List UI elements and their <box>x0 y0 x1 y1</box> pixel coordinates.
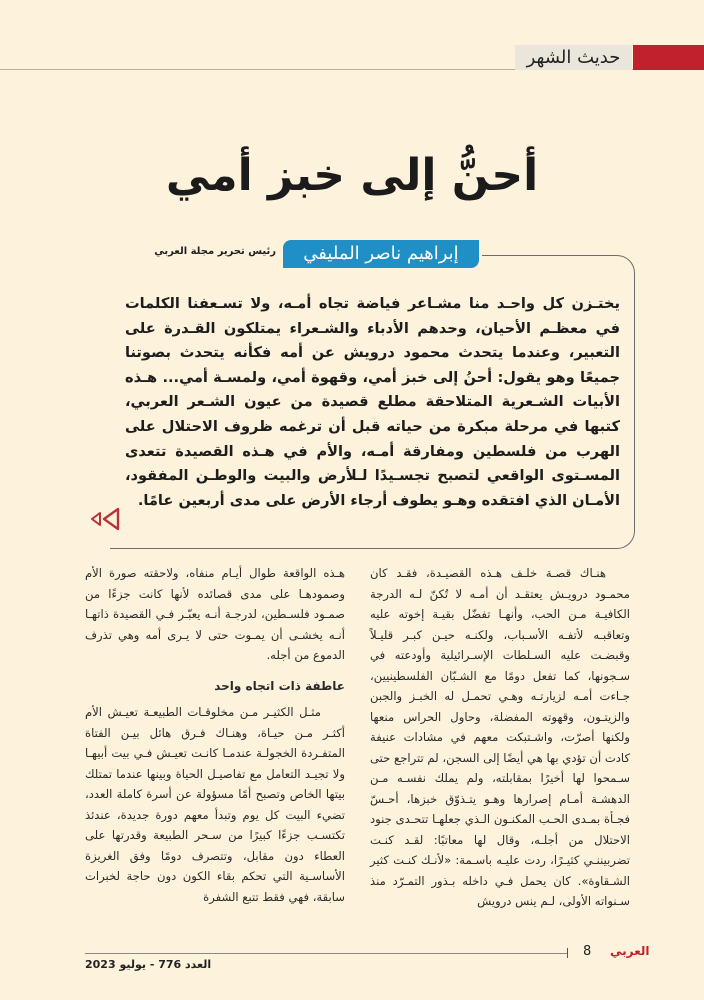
subheading: عاطفة ذات اتجاه واحد <box>214 678 345 693</box>
article-title: أحنُّ إلى خبز أمي <box>165 150 539 201</box>
author-name: إبراهيم ناصر المليفي <box>283 240 479 268</box>
lead-paragraph: يختـزن كل واحـد منا مشـاعر فياضة تجاه أمـه، ولا تسـعفنا الكلمات في معظـم الأحيان، وحدهم الأدباء والشـعراء يمتلكون القـدرة على التعبير، وعندما يتحدث محمود درويش عن أمه فكأنه يتحدث بصوتنا جميعًا وهو يقول: أحنُ إلى خبز أمي، وقهوة أمي، ولمسـة أمي... هـذه الأبيات الشـعرية المتلاحقة مطلع قصيدة من عيون الشـعر العربي، كتبها في مرحلة مبكرة من حياته قبل أن ترغمه ظروف الاحتلال على الهرب من فلسطين ومفارقة أمـه، والأم في هـذه القصيدة تتعدى المسـتوى الواقعي لتصبح تجسـيدًا لـلأرض والبيت والوطـن المفقود، الأمـان الذي افتقده وهـو يطوف أرجاء الأرض على مدى أربعين عامًا. <box>125 295 620 509</box>
double-arrow-left-icon <box>88 506 124 536</box>
footer-tick <box>567 948 568 958</box>
issue-info: العدد 776 - يوليو 2023 <box>85 958 212 971</box>
footer-rule <box>85 953 568 954</box>
section-label: حديث الشهر <box>515 45 632 70</box>
body-column-left <box>85 563 345 907</box>
author-role: رئيس تحرير مجلة العربي <box>154 246 276 257</box>
magazine-brand: العربي <box>610 944 650 958</box>
body-column-right <box>370 563 630 912</box>
body-paragraph: هنـاك قصـة خلـف هـذه القصيـدة، فقـد كان محمـود درويـش يعتقـد أن أمـه لا تُكنّ لـه الدرجة الكافيـة مـن الحب، وأنهـا تفضّل بقيـة إخوته عليه وتعاقبـه لأتفـه الأسـباب، ولكنـه حيـن كبـر قليـلاً وقبضـت عليه السـلطات الإسـرائيلية وأودعته في سـجونها، كما تفعل دومًا مع الشـبّان الفلسطينيين، جـاءت أمـه لزيارتـه وهـي تحمـل له الخبـز والجبن والزيتـون، وقهوته المفضلة، وحاول الحراس منعها ولكنها أصرّت، واشـتبكت معهم في مشادات عنيفة كادت أن تؤدي بها هي أيضًا إلى السجن، لم تتراجع حتى سـمحوا لها أخيرًا بمقابلته، ولم يملك نفسـه مـن الدهشـة أمـام إصرارها وهـو يتـذوّق خبزها، أحـسّ فجـأة بمـدى الحـب المكنـون الـذي جعلهـا تتحـدى جنود الاحتلال من أجلـه، وقال لها معاتبًا: لقـد كنـت تضربيننـي كثيـرًا، ردت عليـه باسـمة: «لأنـك كنـت كثير الشـقاوة». كان يحمل فـي داخله بـذور التمـرّد منذ سـنواته الأولى، لـم ينس درويش <box>370 566 630 908</box>
page-number: 8 <box>583 944 592 959</box>
section-color-block <box>633 45 704 70</box>
body-paragraph: هـذه الواقعة طوال أيـام منفاه، ولاحقته صورة الأم وصمودهـا على مدى قصائده لأنها كانت جزءًا من صمـود فلسـطين، لدرجـة أنـه يعبّـر فـي القصيدة ذاتهـا أنـه يخشـى أن يمـوت حتى لا يـرى أمه وهي تذرف الدموع من أجله. <box>85 566 345 662</box>
body-paragraph: مثـل الكثيـر مـن مخلوقـات الطبيعـة تعيـش الأم أكثـر مـن حيـاة، وهنـاك فـرق هائل بيـن الفتاة المتفـردة الخجولـة عندمـا كانـت تعيـش فـي بيت أبيهـا ولا تجيـد التعامل مع تفاصيـل الحياة وبينها عندما تمتلك بيتها الخاص وتصبح أمًا مسؤولة عن أسرة كاملة العدد، تضيء البيت كل يوم وتبدأ معهم دورة جديدة، عندئذ تكتسـب جزءًا كبيرًا من سـحر الطبيعة وقدرتها على العطاء دون مقابل، وتتصرف دومًا وفق الغريزة الأساسـية التي تحكم بقاء الكون دون حاجة لخبرات سابقة، فهي فقط تتبع الشفرة <box>85 705 345 904</box>
